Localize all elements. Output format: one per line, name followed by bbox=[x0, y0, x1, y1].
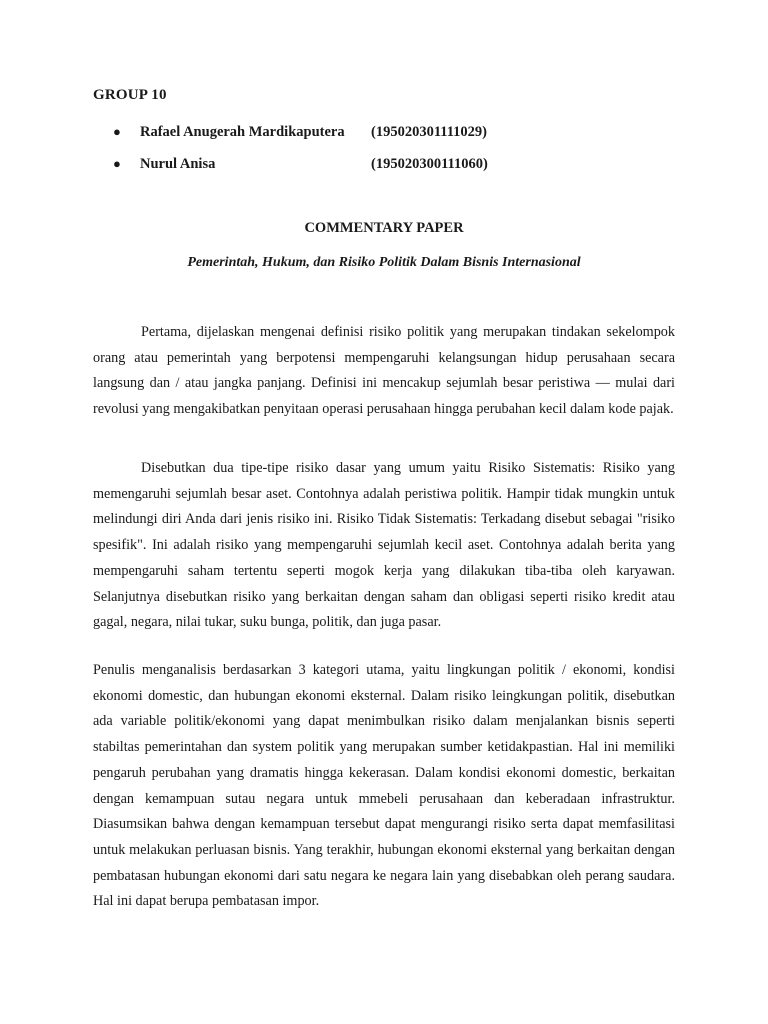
paragraph: Penulis menganalisis berdasarkan 3 kategori utama, yaitu lingkungan politik / ekonomi, kondisi ekonomi domestic, dan hubungan ekonomi eksternal. Dalam risiko leingkungan politik, disebutkan ada variable politik/ekonomi yang dapat menimbulkan risiko dalam menjalankan bisnis seperti stabiltas pemerintahan dan system politik yang merupakan sumber ketidakpastian. Hal ini memiliki pengaruh perubahan yang dramatis hingga kekerasan. Dalam kondisi ekonomi domestic, berkaitan dengan kemampuan sutau negara untuk mmebeli perusahaan dan keberadaan infrastruktur. Diasumsikan bahwa dengan kemampuan tersebut dapat mengurangi risiko serta dapat memfasilitasi untuk melakukan perluasan bisnis. Yang terakhir, hubungan ekonomi eksternal yang berkaitan dengan pembatasan hubungan ekonomi dari satu negara ke negara lain yang disebabkan oleh perang saudara. Hal ini dapat berupa pembatasan impor. bbox=[93, 662, 675, 910]
member-name: Rafael Anugerah Mardikaputera bbox=[140, 124, 345, 140]
member-name: Nurul Anisa bbox=[140, 156, 216, 172]
paragraph: Pertama, dijelaskan mengenai definisi risiko politik yang merupakan tindakan sekelompok orang atau pemerintah yang berpotensi mempengaruhi kelangsungan hidup perusahaan secara langsung dan / atau jangka panjang. Definisi ini mencakup sejumlah besar peristiwa — mulai dari revolusi yang mengakibatkan penyitaan operasi perusahaan hingga perubahan kecil dalam kode pajak. bbox=[93, 324, 675, 418]
paragraph: Disebutkan dua tipe-tipe risiko dasar yang umum yaitu Risiko Sistematis: Risiko yang memengaruhi sejumlah besar aset. Contohnya adalah peristiwa politik. Hampir tidak mungkin untuk melindungi diri Anda dari jenis risiko ini. Risiko Tidak Sistematis: Terkadang disebut sebagai "risiko spesifik". Ini adalah risiko yang mempengaruhi sejumlah kecil aset. Contohnya adalah berita yang mempengaruhi saham tertentu seperti mogok kerja yang dilakukan tiba-tiba oleh karyawan. Selanjutnya disebutkan risiko yang berkaitan dengan saham dan obligasi seperti risiko kredit atau gagal, negara, nilai tukar, suku bunga, politik, dan juga pasar. bbox=[93, 460, 675, 631]
document-subtitle: Pemerintah, Hukum, dan Risiko Politik Dalam Bisnis Internasional bbox=[187, 255, 581, 270]
group-heading: GROUP 10 bbox=[93, 87, 167, 103]
member-id: (195020300111060) bbox=[371, 156, 488, 172]
bullet-icon: ● bbox=[113, 156, 121, 171]
document-title: COMMENTARY PAPER bbox=[304, 220, 464, 236]
member-id: (195020301111029) bbox=[371, 124, 488, 140]
bullet-icon: ● bbox=[113, 124, 121, 139]
